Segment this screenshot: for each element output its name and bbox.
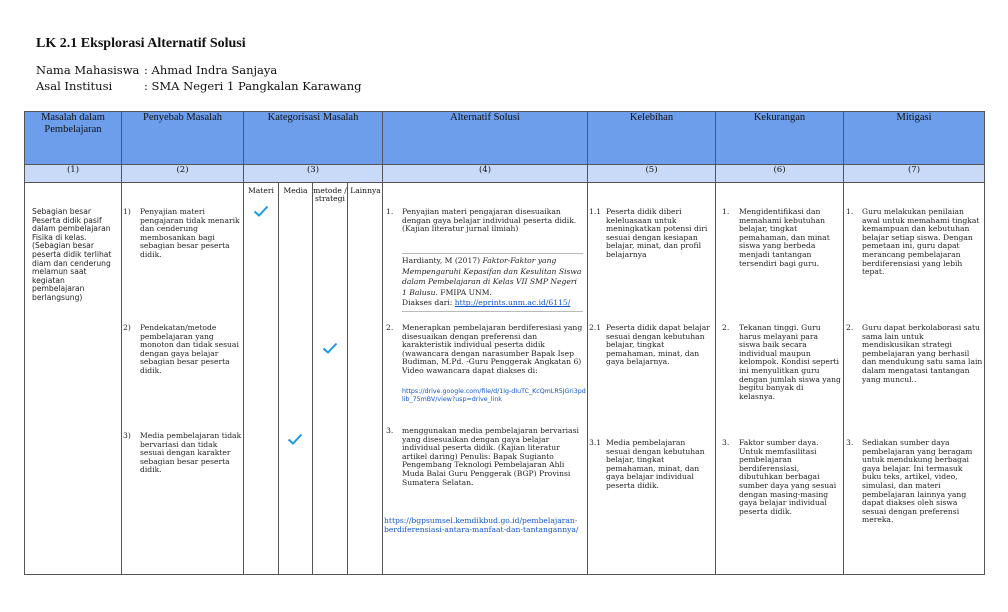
check-icon <box>287 433 303 445</box>
institution-value: : SMA Negeri 1 Pangkalan Karawang <box>144 79 362 93</box>
kekurangan-text: Faktor sumber daya. Untuk memfasilitasi pembelajaran berdiferensiasi, dibutuhkan berbagai sumber daya yang sesuai dengan masing-masing gaya belajar individual peserta didik. <box>739 438 837 516</box>
mitigasi-text: Sediakan sumber daya pembelajaran yang beragam untuk mendukung berbagai gaya belajar. Ini termasuk buku teks, artikel, video, simulasi, dan materi pembelajaran lainnya yang dapat diakses oleh siswa sesuai dengan preferensi mereka. <box>862 438 973 525</box>
header-mitigasi: Mitigasi <box>844 112 985 165</box>
kekurangan-text: Mengidentifikasi dan memahami kebutuhan belajar, tingkat pemahaman, dan minat siswa yang berbeda menjadi tantangan tersendiri bagi guru. <box>739 207 830 268</box>
masalah-text: Sebagian besar Peserta didik pasif dalam pembelajaran Fisika di kelas. (Sebagian besar peserta didik terlihat diam dan cenderung melamun saat kegiatan pembelajaran berlangsung) <box>32 207 112 302</box>
reference-block <box>402 253 583 312</box>
number-row <box>25 165 985 183</box>
header-kekurangan: Kekurangan <box>716 112 844 165</box>
kelebihan-text: Peserta didik dapat belajar sesuai dengan kebutuhan belajar, tingkat pemahaman, minat, dan gaya belajarnya. <box>606 323 710 367</box>
solusi-text: menggunakan media pembelajaran bervariasi yang disesuaikan dengan gaya belajar individual peserta didik. (Kajian literatur artikel daring) Penulis: Bapak Sugianto Pengembang Teknologi Pembelajaran Ahli Muda Balai Guru Penggerak (BGP) Provinsi Sumatera Selatan. <box>402 426 579 487</box>
header-row <box>25 112 985 165</box>
column-number: (4) <box>383 165 588 183</box>
penyebab-text: Pendekatan/metode pembelajaran yang monoton dan tidak sesuai dengan gaya belajar sebagian besar peserta didik. <box>140 323 239 375</box>
divider <box>312 183 313 574</box>
column-number: (5) <box>588 165 716 183</box>
video-link[interactable]: https://drive.google.com/file/d/1lg-dIuTC_KcQmLR5JGri3pdlib_75mBV/view?usp=drive_link <box>402 388 586 403</box>
reference-access: Diakses dari: <box>402 298 453 308</box>
header-alternatif: Alternatif Solusi <box>383 112 588 165</box>
mitigasi-number: 1. <box>846 207 854 216</box>
masalah-cell <box>25 183 122 575</box>
solusi-text: Menerapkan pembelajaran berdiferesiasi yang disesuaikan dengan preferensi dan karakteristik individual peserta didik (wawancara dengan narasumber Bapak Isep Budiman, M.Pd. -Guru Penggerak Angkatan 6) Video wawancara dapat diakses di: <box>402 323 583 375</box>
article-link[interactable]: https://bgpsumsel.kemdikbud.go.id/pembelajaran-berdiferensiasi-antara-manfaat-dan-tantangannya/ <box>384 516 579 534</box>
kategori-metode: metode / strategi <box>313 186 347 203</box>
reference-link[interactable]: http://eprints.unm.ac.id/6115/ <box>454 298 571 308</box>
solusi-number: 1. <box>386 207 394 216</box>
mitigasi-number: 3. <box>846 438 854 447</box>
kekurangan-number: 2. <box>722 323 730 332</box>
kategori-lainnya: Lainnya <box>350 186 381 195</box>
penyebab-number: 1) <box>123 207 131 216</box>
penyebab-text: Penyajian materi pengajaran tidak menarik dan cenderung membosankan bagi sebagian besar peserta didik. <box>140 207 240 259</box>
kategorisasi-cell <box>244 183 383 575</box>
solusi-number: 2. <box>386 323 394 332</box>
reference-author: Hardianty, M (2017) <box>402 256 481 265</box>
solusi-number: 3. <box>386 426 394 435</box>
kelebihan-text: Media pembelajaran sesuai dengan kebutuhan belajar, tingkat pemahaman, minat, dan gaya belajar individual peserta didik. <box>606 438 705 490</box>
kekurangan-number: 1. <box>722 207 730 216</box>
check-icon <box>322 342 338 354</box>
mitigasi-text: Guru dapat berkolaborasi satu sama lain untuk mendiskusikan strategi pembelajaran yang berhasil dan mendukung satu sama lain dalam mengatasi tantangan yang muncul.. <box>862 323 983 384</box>
institution-label: Asal Institusi <box>36 79 113 93</box>
student-name-row <box>36 63 277 77</box>
divider <box>278 183 279 574</box>
solusi-text: Penyajian materi pengajaran disesuaikan dengan gaya belajar individual peserta didik. (Kajian literatur jurnal ilmiah) <box>402 207 577 234</box>
header-masalah: Masalah dalam Pembelajaran <box>25 112 122 165</box>
kategori-media: Media <box>283 186 308 195</box>
worksheet-table <box>24 111 985 575</box>
content-row <box>25 183 985 575</box>
mitigasi-cell <box>844 183 985 575</box>
penyebab-number: 3) <box>123 431 131 440</box>
mitigasi-number: 2. <box>846 323 854 332</box>
column-number: (7) <box>844 165 985 183</box>
kelebihan-cell <box>588 183 716 575</box>
column-number: (6) <box>716 165 844 183</box>
kekurangan-number: 3. <box>722 438 730 447</box>
alternatif-cell <box>383 183 588 575</box>
header-kelebihan: Kelebihan <box>588 112 716 165</box>
kelebihan-text: Peserta didik diberi keleluasaan untuk meningkatkan potensi diri sesuai dengan kesiapan belajar, minat, dan profil belajarnya <box>606 207 708 259</box>
kelebihan-number: 1.1 <box>589 207 602 216</box>
reference-title: Faktor-Faktor yang Mempengaruhi Kepasifan dan Kesulitan Siswa dalam Pembelajaran di Kelas VII SMP Negeri 1 Balusu. <box>402 256 582 297</box>
kelebihan-number: 3.1 <box>589 438 602 447</box>
check-icon <box>253 205 269 217</box>
reference-publisher: FMIPA UNM. <box>440 287 492 297</box>
kekurangan-text: Tekanan tinggi. Guru harus melayani para siswa baik secara individual maupun kelompok. Kondisi seperti ini menyulitkan guru dengan jumlah siswa yang begitu banyak di kelasnya. <box>739 323 841 401</box>
penyebab-text: Media pembelajaran tidak bervariasi dan tidak sesuai dengan karakter sebagian besar peserta didik. <box>140 431 242 475</box>
mitigasi-text: Guru melakukan penilaian awal untuk memahami tingkat kemampuan dan kebutuhan belajar setiap siswa. Dengan pemetaan ini, guru dapat merancang pembelajaran berdiferensiasi yang lebih tepat. <box>862 207 980 277</box>
kelebihan-number: 2.1 <box>589 323 602 332</box>
kekurangan-cell <box>716 183 844 575</box>
student-name-value: : Ahmad Indra Sanjaya <box>144 63 278 77</box>
column-number: (3) <box>244 165 383 183</box>
column-number: (1) <box>25 165 122 183</box>
penyebab-cell <box>122 183 244 575</box>
divider <box>347 183 348 574</box>
header-penyebab: Penyebab Masalah <box>122 112 244 165</box>
kategori-materi: Materi <box>248 186 274 195</box>
header-kategorisasi: Kategorisasi Masalah <box>244 112 383 165</box>
student-name-label: Nama Mahasiswa <box>36 63 140 77</box>
page-title: LK 2.1 Eksplorasi Alternatif Solusi <box>36 36 246 51</box>
institution-row <box>36 79 362 93</box>
penyebab-number: 2) <box>123 323 131 332</box>
column-number: (2) <box>122 165 244 183</box>
